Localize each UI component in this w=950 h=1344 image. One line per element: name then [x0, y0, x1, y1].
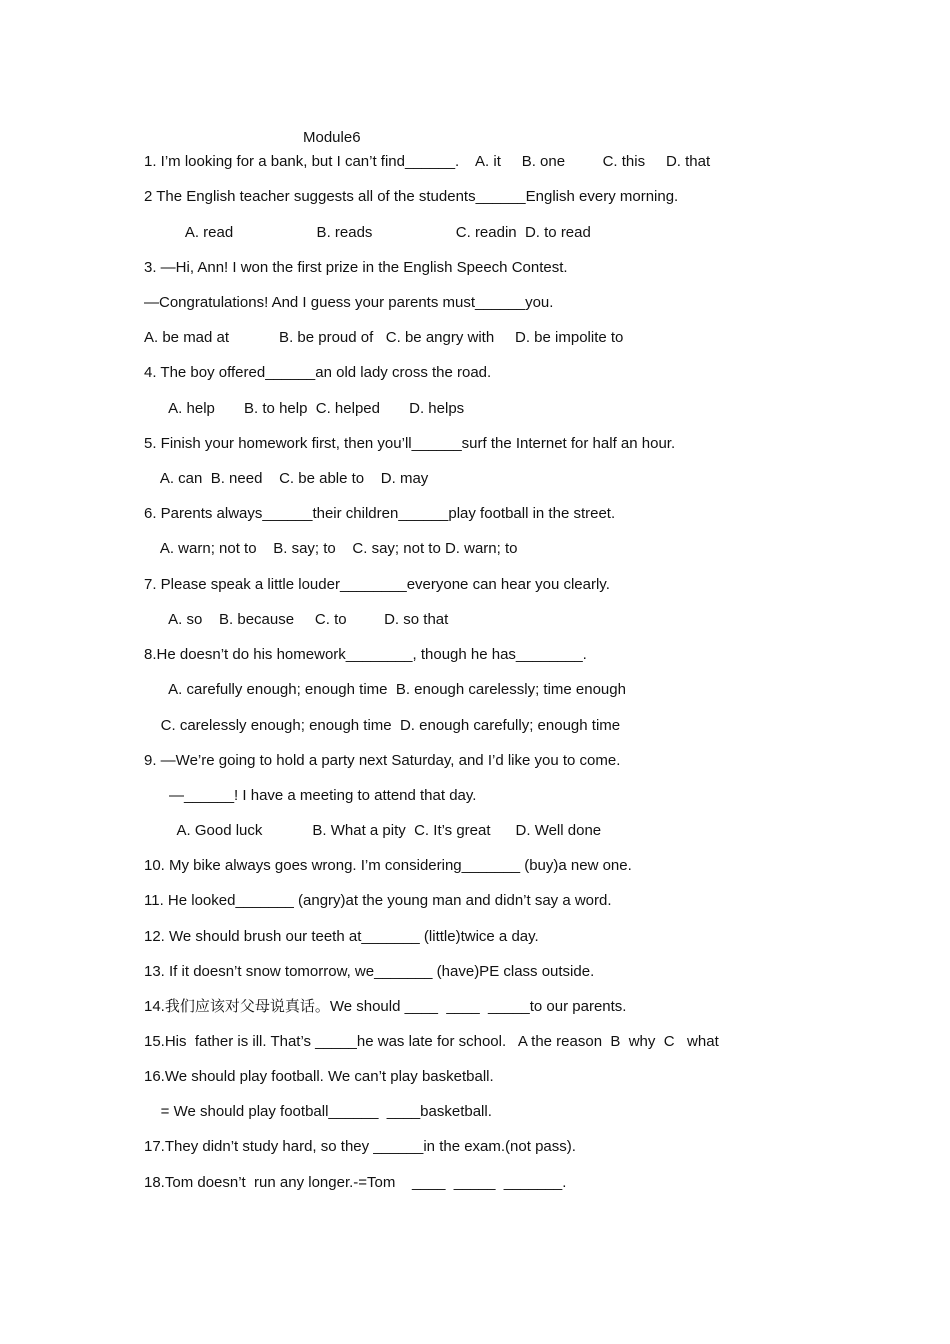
question-4: 4. The boy offered______an old lady cross the road.: [144, 364, 492, 381]
question-8-options-cd: C. carelessly enough; enough time D. enough carefully; enough time: [144, 717, 621, 734]
question-6: 6. Parents always______their children______play football in the street.: [144, 505, 616, 522]
question-14: 14.我们应该对父母说真话。We should ____ ____ _____to our parents.: [144, 998, 627, 1015]
question-10: 10. My bike always goes wrong. I’m considering_______ (buy)a new one.: [144, 857, 632, 874]
question-3: 3. —Hi, Ann! I won the first prize in the English Speech Contest.: [144, 259, 568, 276]
question-3-options: A. be mad at B. be proud of C. be angry with D. be impolite to: [144, 329, 624, 346]
question-7: 7. Please speak a little louder________everyone can hear you clearly.: [144, 576, 610, 593]
question-16-rewrite: = We should play football______ ____basketball.: [144, 1103, 492, 1120]
question-16: 16.We should play football. We can’t play basketball.: [144, 1068, 494, 1085]
page-title: Module6: [303, 129, 361, 146]
question-4-options: A. help B. to help C. helped D. helps: [144, 400, 465, 417]
question-8: 8.He doesn’t do his homework________, though he has________.: [144, 646, 587, 663]
question-12: 12. We should brush our teeth at_______ (little)twice a day.: [144, 928, 539, 945]
question-1: 1. I’m looking for a bank, but I can’t find______. A. it B. one C. this D. that: [144, 153, 711, 170]
question-15: 15.His father is ill. That’s _____he was late for school. A the reason B why C what: [144, 1033, 719, 1050]
question-7-options: A. so B. because C. to D. so that: [144, 611, 449, 628]
question-8-options-ab: A. carefully enough; enough time B. enough carelessly; time enough: [144, 681, 626, 698]
question-18: 18.Tom doesn’t run any longer.-=Tom ____ _____ _______.: [144, 1174, 567, 1191]
question-5-options: A. can B. need C. be able to D. may: [144, 470, 429, 487]
question-2: 2 The English teacher suggests all of the students______English every morning.: [144, 188, 679, 205]
question-9-options: A. Good luck B. What a pity C. It’s great D. Well done: [144, 822, 602, 839]
question-13: 13. If it doesn’t snow tomorrow, we_______ (have)PE class outside.: [144, 963, 595, 980]
question-9: 9. —We’re going to hold a party next Saturday, and I’d like you to come.: [144, 752, 621, 769]
question-2-options: A. read B. reads C. readin D. to read: [144, 224, 591, 241]
question-11: 11. He looked_______ (angry)at the young man and didn’t say a word.: [144, 892, 612, 909]
question-5: 5. Finish your homework first, then you’ll______surf the Internet for half an hour.: [144, 435, 676, 452]
question-3-reply: —Congratulations! And I guess your parents must______you.: [144, 294, 554, 311]
question-6-options: A. warn; not to B. say; to C. say; not to D. warn; to: [144, 540, 518, 557]
question-17: 17.They didn’t study hard, so they ______in the exam.(not pass).: [144, 1138, 576, 1155]
question-9-reply: —______! I have a meeting to attend that day.: [144, 787, 477, 804]
